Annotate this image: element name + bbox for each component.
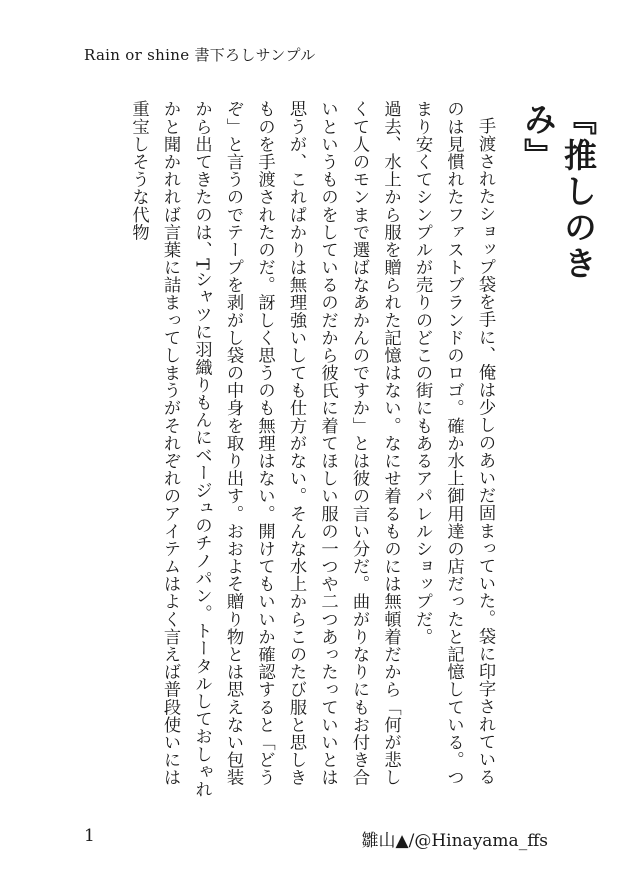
author-credit: 雛山▲/@Hinayama_ffs: [361, 831, 548, 851]
page-header: Rain or shine 書下ろしサンプル: [84, 46, 316, 64]
page-number: 1: [84, 826, 95, 846]
paragraph: 手渡されたショップ袋を手に、俺は少しのあいだ固まっていた。袋に印字されているのは見慣れたファストブランドのロゴ。確か水上御用達の店だったと記憶している。つまり安くてシンプルが売りのどこの街にもあるアパレルショップだ。: [412, 100, 495, 787]
story-body: [122, 100, 500, 800]
story-title: 『推しのきみ』: [519, 102, 598, 282]
paragraph: 過去、水上から服を贈られた記憶はない。なにせ着るものには無頓着だから「何が悲しくて人のモンまで選ばなあかんのですか」とは彼の言い分だ。曲がりなりにもお付き合いというものをしているのだから彼氏に着てほしい服の一つや二つあったっていいとは思うが、これぱかりは無理強いしても仕方がない。そんな水上からこのたび服と思しきものを手渡されたのだ。訝しく思うのも無理はない。開けてもいいか確認すると「どうぞ」と言うのでテープを剥がし袋の中身を取り出す。おおよそ贈り物とは思えない包装から出てきたのは、Tシャツに羽織りもんにベージュのチノパン。トータルしておしゃれかと聞かれれば言葉に詰まってしまうがそれぞれのアイテムはよく言えば普段使いには重宝しそうな代物: [128, 100, 401, 798]
